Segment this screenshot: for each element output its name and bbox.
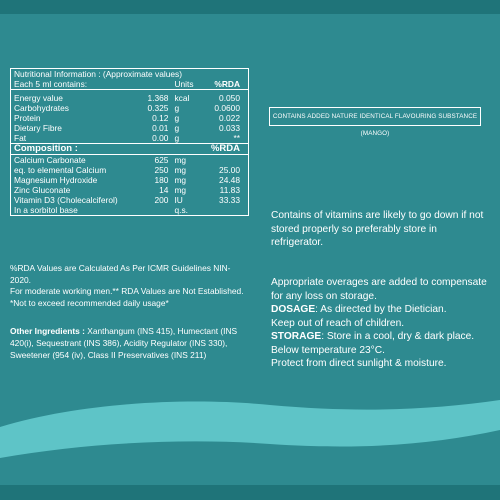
table-row — [11, 175, 249, 185]
note-line: For moderate working men.** RDA Values are Not Established. — [10, 286, 244, 296]
keep-away-line: Keep out of reach of children. — [271, 317, 405, 329]
row-rda: 33.33 — [219, 195, 240, 205]
row-name: Protein — [14, 113, 41, 123]
row-unit: IU — [174, 195, 183, 205]
row-name: Calcium Carbonate — [14, 155, 86, 165]
dosage-label: DOSAGE — [271, 304, 316, 315]
composition-rda-header: %RDA — [201, 144, 249, 155]
row-qty: 14 — [159, 185, 169, 195]
row-unit: g — [174, 103, 180, 113]
ingredients-text: Xanthangum (INS 415), Humectant (INS 420(i), Sequestrant (INS 386), Acidity Regulator (INS 330), Sweetener (954 (iv), Class II Preservatives (INS 211) — [10, 326, 238, 360]
row-rda: 0.050 — [219, 93, 240, 103]
dosage-text: : As directed by the Dietician. — [315, 304, 447, 315]
row-name: Dietary Fibre — [14, 123, 62, 133]
rda-notes — [10, 263, 250, 309]
flavour-notice: CONTAINS ADDED NATURE IDENTICAL FLAVOURING SUBSTANCE (MANGO) — [269, 107, 481, 126]
nutrition-panel — [6, 68, 252, 216]
row-qty: 250 — [154, 165, 169, 175]
table-row — [11, 195, 249, 205]
row-qty — [140, 205, 172, 216]
row-rda: 0.0600 — [214, 103, 240, 113]
row-unit: g — [174, 133, 180, 143]
storage-info-block — [271, 276, 491, 371]
row-unit: mg — [174, 185, 187, 195]
nutrition-title: Nutritional Information : (Approximate values) — [14, 69, 183, 79]
table-row — [11, 123, 249, 133]
table-row — [11, 155, 249, 166]
table-row — [11, 205, 249, 216]
row-name: Magnesium Hydroxide — [14, 175, 98, 185]
dosage-line — [271, 303, 491, 317]
row-unit: q.s. — [174, 205, 188, 215]
note-line: *Not to exceed recommended daily usage* — [10, 297, 169, 308]
table-row — [11, 165, 249, 175]
row-rda: 0.022 — [219, 113, 240, 123]
table-row — [11, 113, 249, 123]
table-row — [11, 185, 249, 195]
row-unit: mg — [174, 155, 187, 165]
row-unit: mg — [174, 165, 187, 175]
units-header: Units — [171, 79, 200, 90]
overage-note: Appropriate overages are added to compensate for any loss on storage. — [271, 277, 487, 302]
ingredients-title: Other Ingredients : — [10, 326, 85, 336]
row-qty: 0.12 — [152, 113, 169, 123]
vitamin-note: Contains of vitamins are likely to go down if not stored properly so preferably store in refrigerator. — [271, 210, 484, 248]
row-unit: mg — [174, 175, 187, 185]
row-rda: ** — [233, 133, 240, 143]
storage-label: STORAGE — [271, 331, 322, 342]
row-unit: g — [174, 123, 180, 133]
table-row — [11, 103, 249, 113]
row-qty: 0.325 — [147, 103, 169, 113]
row-qty: 200 — [154, 195, 169, 205]
nutrition-table — [10, 68, 249, 216]
composition-title: Composition : — [11, 144, 140, 155]
storage-line — [271, 330, 491, 344]
row-name: Fat — [14, 133, 27, 143]
note-line: %RDA Values are Calculated As Per ICMR Guidelines NIN-2020. — [10, 263, 231, 285]
row-name: Carbohydrates — [14, 103, 69, 113]
row-rda: 25.00 — [219, 165, 240, 175]
temperature-line: Below temperature 23°C. — [271, 344, 385, 356]
row-qty: 1.368 — [147, 93, 169, 103]
row-name: eq. to elemental Calcium — [14, 165, 107, 175]
row-rda — [201, 155, 249, 166]
protect-line: Protect from direct sunlight & moisture. — [271, 358, 447, 369]
other-ingredients — [10, 325, 250, 361]
row-qty: 625 — [154, 155, 169, 165]
row-name: Vitamin D3 (Cholecalciferol) — [14, 195, 118, 205]
row-unit: g — [174, 113, 180, 123]
row-qty: 180 — [154, 175, 169, 185]
row-qty: 0.01 — [152, 123, 169, 133]
row-rda — [201, 205, 249, 216]
row-name: In a sorbitol base — [14, 205, 78, 215]
table-row — [11, 93, 249, 103]
table-row — [11, 133, 249, 144]
row-name: Zinc Gluconate — [14, 185, 71, 195]
rda-header: %RDA — [201, 79, 249, 90]
row-rda: 0.033 — [219, 123, 240, 133]
storage-text: : Store in a cool, dry & dark place. — [321, 331, 475, 342]
serving-label: Each 5 ml contains: — [11, 79, 140, 90]
row-name: Energy value — [14, 93, 63, 103]
row-qty: 0.00 — [152, 133, 169, 143]
row-rda: 24.48 — [219, 175, 240, 185]
vitamin-note-block — [271, 209, 491, 250]
row-rda: 11.83 — [219, 185, 240, 195]
row-unit: kcal — [174, 93, 190, 103]
